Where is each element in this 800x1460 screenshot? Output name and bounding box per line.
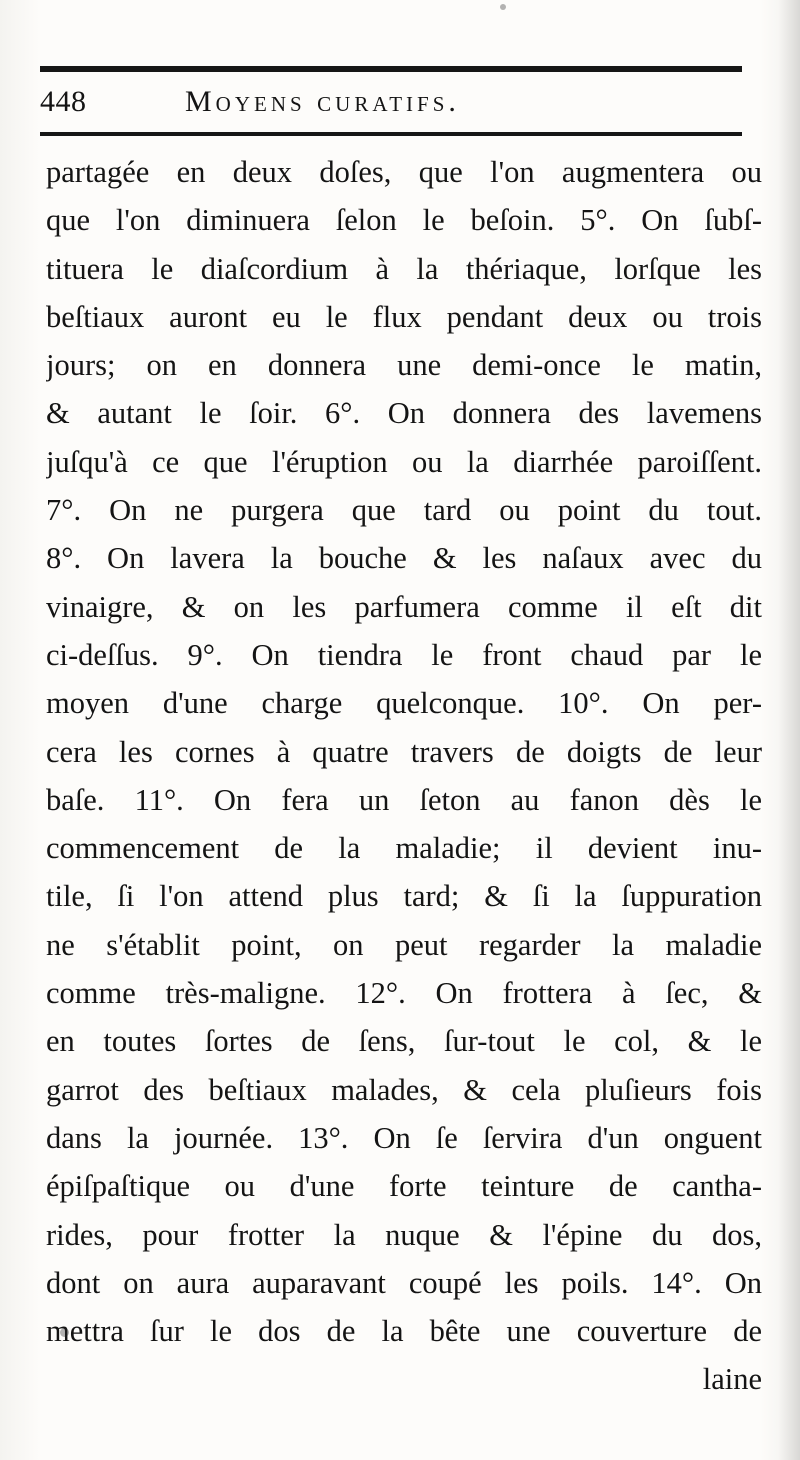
body-text: [46, 148, 762, 1404]
ink-speck: [60, 1328, 69, 1337]
page-gutter-shadow: [778, 0, 800, 1460]
text-line: jours; on en donnera une demi-once le matin,: [46, 348, 762, 383]
header-rule-bottom: [40, 132, 742, 136]
text-line: mettra ſur le dos de la bête une couverture de: [46, 1314, 762, 1349]
text-line: garrot des beſtiaux malades, & cela pluſieurs fois: [46, 1072, 762, 1107]
text-line: dont on aura auparavant coupé les poils. 14°. On: [46, 1265, 762, 1300]
text-line: partagée en deux doſes, que l'on augmentera ou: [46, 155, 762, 189]
text-line: vinaigre, & on les parfumera comme il eſt dit: [46, 589, 762, 624]
text-line: en toutes ſortes de ſens, ſur-tout le col, & le: [46, 1024, 762, 1059]
text-line: juſqu'à ce que l'éruption ou la diarrhée paroiſſent.: [46, 444, 762, 479]
text-line: ci-deſſus. 9°. On tiendra le front chaud par le: [46, 637, 762, 672]
text-line: beſtiaux auront eu le flux pendant deux ou trois: [46, 299, 762, 334]
text-line: commencement de la maladie; il devient inu-: [46, 831, 762, 866]
running-head: Moyens curatifs.: [185, 85, 460, 118]
header-rule-top: [40, 66, 742, 72]
text-line: que l'on diminuera ſelon le beſoin. 5°. On ſubſ-: [46, 203, 762, 238]
text-line: cera les cornes à quatre travers de doigts de leur: [46, 734, 762, 769]
text-line: tile, ſi l'on attend plus tard; & ſi la ſuppuration: [46, 879, 762, 914]
text-line: 8°. On lavera la bouche & les naſaux avec du: [46, 541, 762, 576]
catchword: laine: [702, 1362, 762, 1397]
text-line: ne s'établit point, on peut regarder la maladie: [46, 927, 762, 962]
ink-speck: [500, 4, 506, 10]
text-line: rides, pour frotter la nuque & l'épine du dos,: [46, 1217, 762, 1252]
text-line: 7°. On ne purgera que tard ou point du tout.: [46, 493, 762, 528]
page-number: 448: [40, 85, 87, 118]
text-line: baſe. 11°. On fera un ſeton au fanon dès le: [46, 782, 762, 817]
text-line: comme très-maligne. 12°. On frottera à ſec, &: [46, 976, 762, 1011]
text-line: tituera le diaſcordium à la thériaque, lorſque les: [46, 251, 762, 286]
text-line: & autant le ſoir. 6°. On donnera des lavemens: [46, 396, 762, 431]
text-line: épiſpaſtique ou d'une forte teinture de cantha-: [46, 1169, 762, 1204]
text-line: dans la journée. 13°. On ſe ſervira d'un onguent: [46, 1120, 762, 1155]
text-line: moyen d'une charge quelconque. 10°. On per-: [46, 686, 762, 721]
